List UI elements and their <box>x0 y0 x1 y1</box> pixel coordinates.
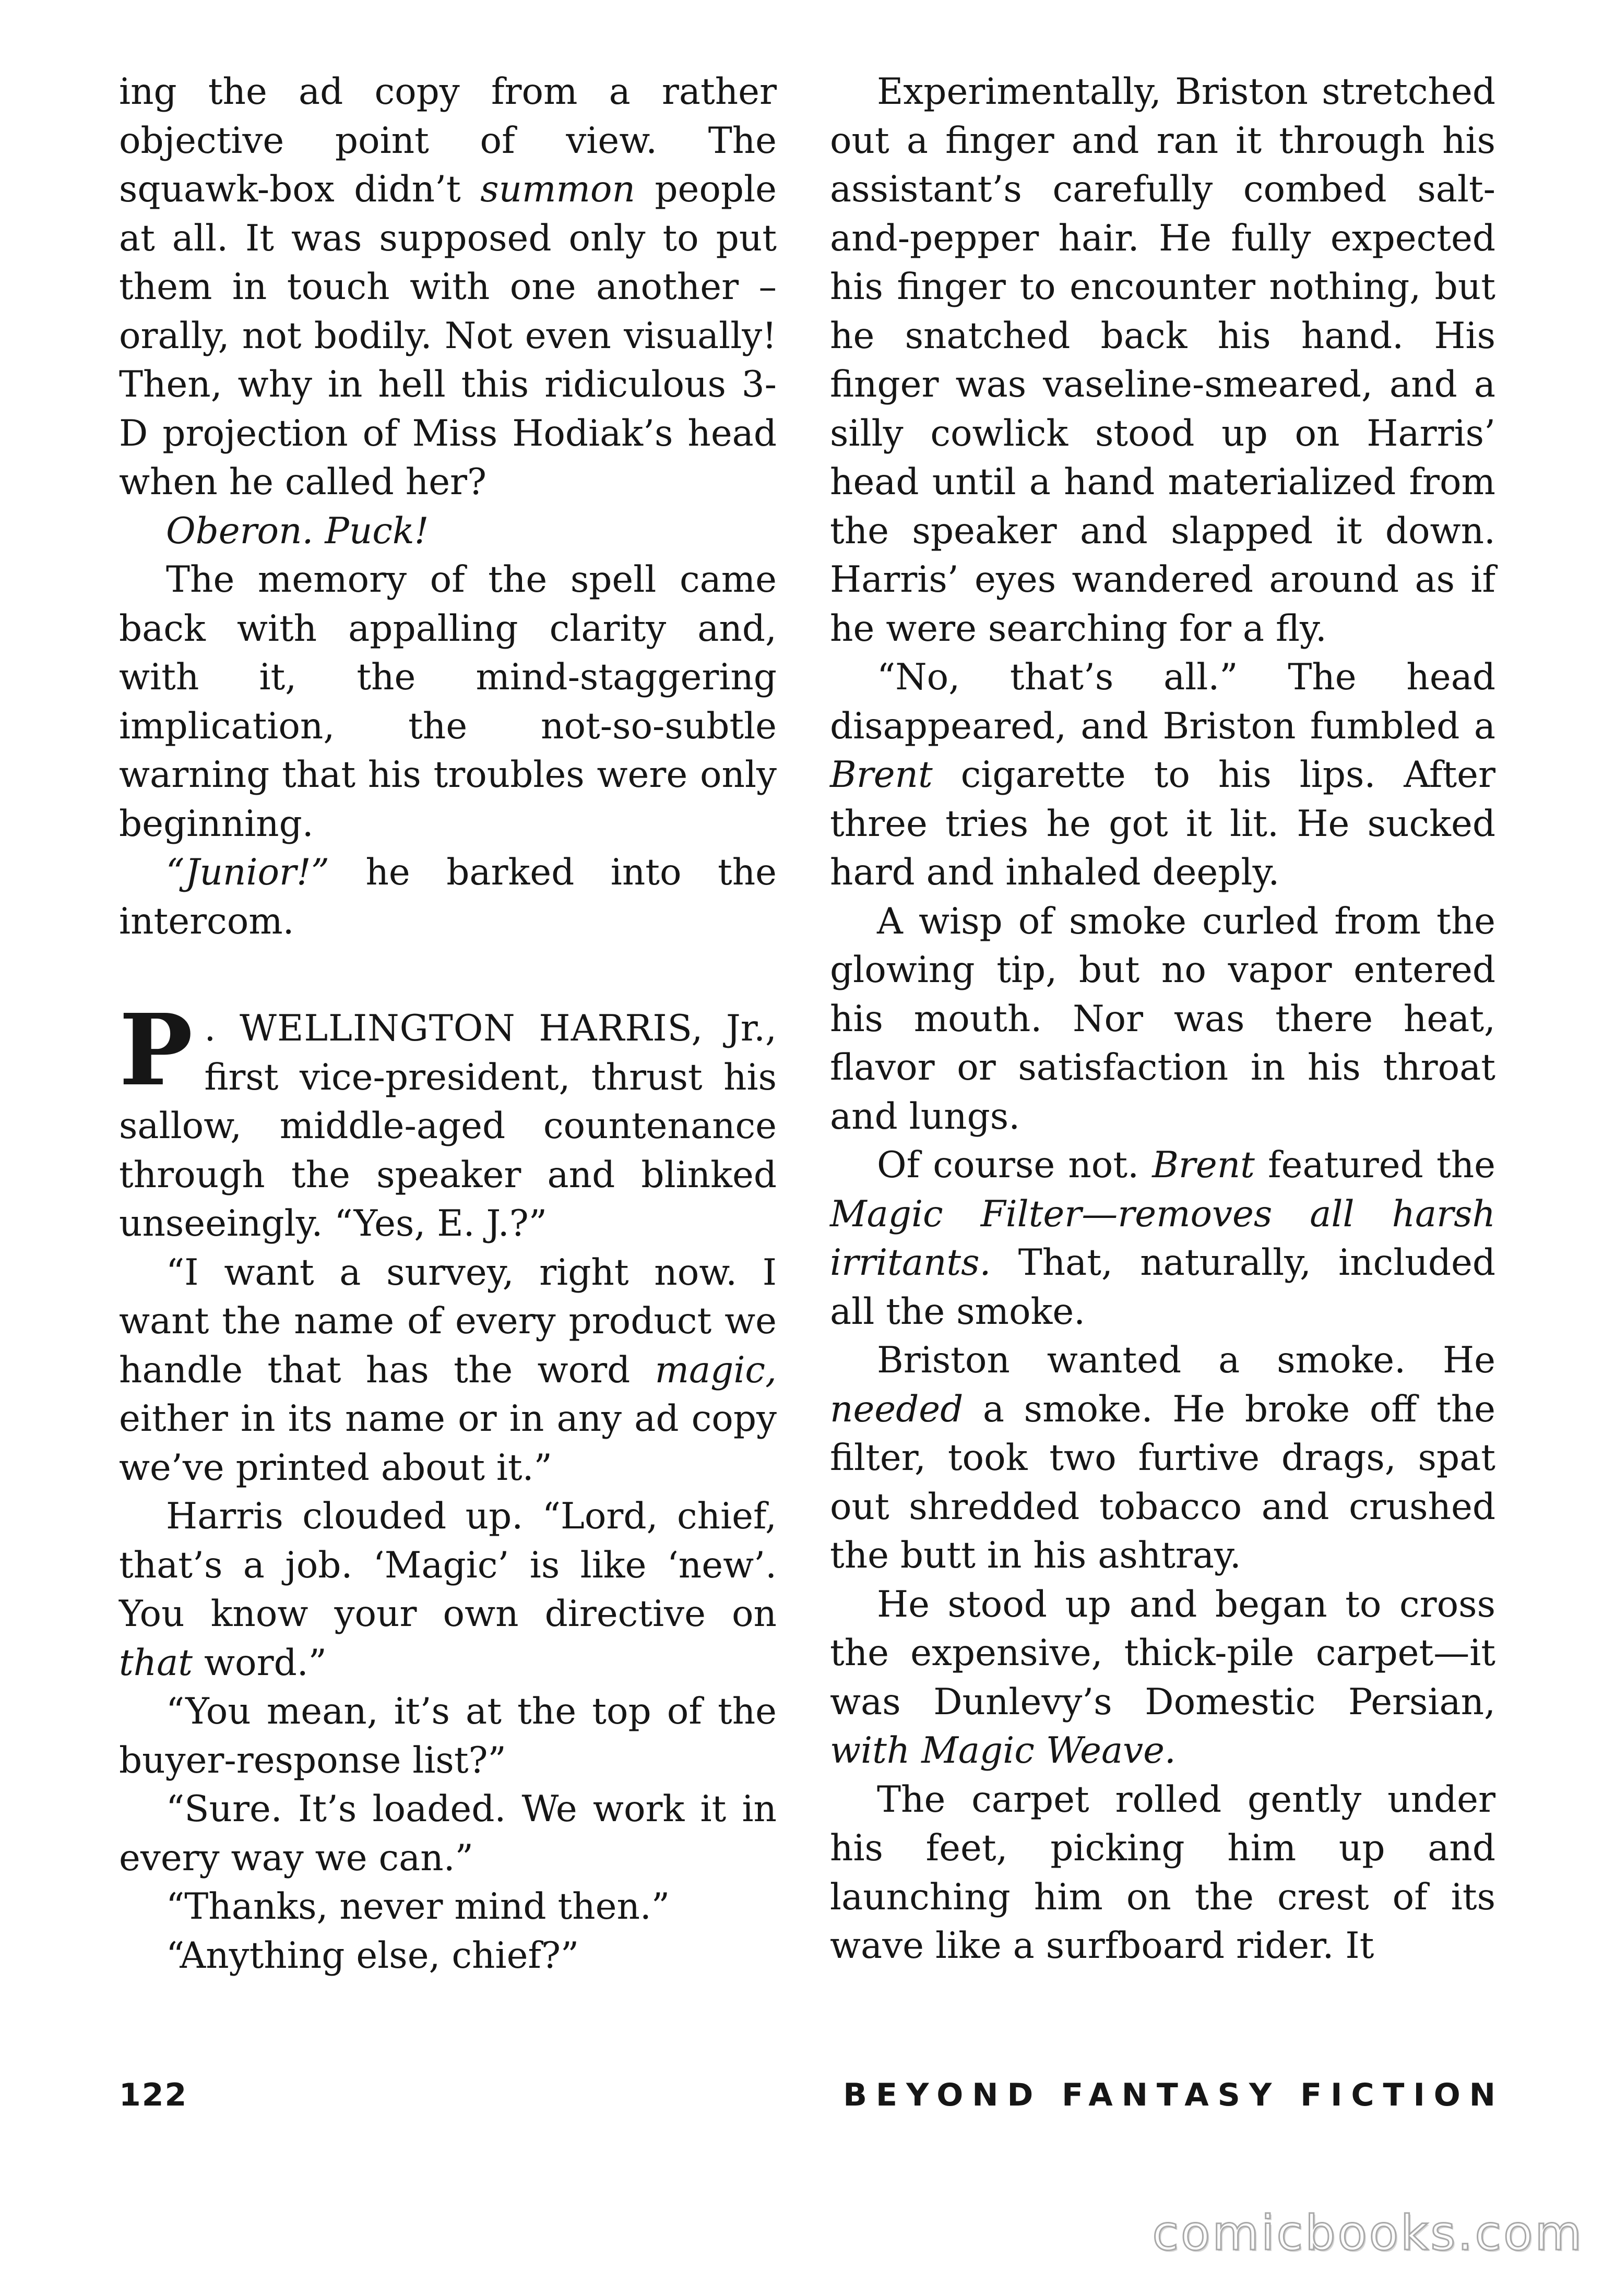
italic-text: Brent <box>830 754 933 796</box>
text-run: a smoke. He broke off the filter, took two furtive drags, spat out shredded tobacco and crushed the butt in his ashtray. <box>830 1388 1495 1576</box>
page-footer <box>119 2074 1504 2116</box>
paragraph <box>830 1581 1495 1776</box>
paragraph <box>119 1249 777 1493</box>
italic-text: Oberon. Puck! <box>166 510 429 552</box>
text-run: “Thanks, never mind then.” <box>166 1886 670 1928</box>
paragraph <box>830 1776 1495 1971</box>
text-run: Harris clouded up. “Lord, chief, that’s a job. ‘Magic’ is like ‘new’. You know your own directive on <box>119 1496 777 1635</box>
text-run: cigarette to his lips. After three tries he got it lit. He sucked hard and inhaled deeply. <box>830 754 1495 893</box>
text-run: word.” <box>193 1642 327 1684</box>
text-run: either in its name or in any ad copy we’ve printed about it.” <box>119 1398 777 1489</box>
paragraph <box>119 556 777 848</box>
italic-text: with Magic Weave. <box>830 1730 1176 1772</box>
text-run: Of course not. <box>877 1144 1153 1186</box>
text-run: featured the <box>1254 1144 1495 1186</box>
watermark-logo: comicbooks.com <box>1152 2205 1584 2261</box>
italic-text: Magic Filter—removes all harsh irritants. <box>830 1193 1495 1284</box>
paragraph <box>830 1141 1495 1336</box>
text-run: he barked into the intercom. <box>119 852 777 942</box>
text-run: Jr., first vice-president, thrust his sallow, middle-aged countenance through the speaker and blinked unseeingly. “Yes, E. J.?” <box>119 1008 777 1245</box>
italic-text: that <box>119 1642 193 1684</box>
paragraph <box>119 1932 777 1981</box>
text-run: people at all. It was supposed only to put them in touch with one another – orally, not bodily. Not even visually! Then, why in hell this ridiculous 3-D projection of Miss Hodiak’s head when he called her? <box>119 169 777 503</box>
text-run: The carpet rolled gently under his feet, picking him up and launching him on the crest of its wave like a surfboard rider. It <box>830 1778 1495 1967</box>
right-text-column <box>830 68 1495 1971</box>
small-caps-lead: . WELLINGTON HARRIS, <box>204 1008 704 1049</box>
section-opening-paragraph <box>119 992 777 1249</box>
italic-text: needed <box>830 1388 964 1430</box>
text-run: The memory of the spell came back with appalling clarity and, with it, the mind-staggering implication, the not-so-subtle warning that his troubles were only beginning. <box>119 559 777 845</box>
paragraph <box>119 68 777 507</box>
text-run: “Sure. It’s loaded. We work it in every way we can.” <box>119 1788 777 1879</box>
paragraph <box>830 68 1495 653</box>
text-run: “I want a survey, right now. I want the name of every product we handle that has the word <box>119 1251 777 1391</box>
text-run: Briston wanted a smoke. He <box>877 1340 1495 1381</box>
italic-text: “Junior!” <box>166 852 329 893</box>
drop-cap: P <box>119 992 193 1108</box>
paragraph <box>119 1883 777 1932</box>
left-text-column <box>119 68 777 1980</box>
paragraph <box>119 1492 777 1688</box>
italic-text: Brent <box>1152 1144 1255 1186</box>
page-number: 122 <box>119 2077 188 2113</box>
text-run: “No, that’s all.” The head disappeared, and Briston fumbled a <box>830 656 1495 747</box>
paragraph <box>830 898 1495 1142</box>
text-run: That, naturally, included all the smoke. <box>830 1242 1495 1333</box>
text-run: “Anything else, chief?” <box>166 1934 579 1977</box>
running-title: BEYOND FANTASY FICTION <box>843 2077 1504 2113</box>
paragraph <box>119 1688 777 1785</box>
italic-text: summon <box>480 169 635 210</box>
paragraph <box>119 848 777 946</box>
paragraph <box>830 653 1495 898</box>
paragraph <box>119 1785 777 1883</box>
text-run: A wisp of smoke curled from the glowing tip, but no vapor entered his mouth. Nor was there heat, flavor or satisfaction in his throat and lungs. <box>830 900 1495 1138</box>
text-run: He stood up and began to cross the expensive, thick-pile carpet—it was Dunlevy’s Domestic Persian, <box>830 1583 1495 1723</box>
paragraph <box>830 1336 1495 1581</box>
text-run: “You mean, it’s at the top of the buyer-response list?” <box>119 1691 777 1781</box>
italic-text: magic, <box>655 1349 777 1391</box>
paragraph <box>119 507 777 556</box>
text-run: Experimentally, Briston stretched out a finger and ran it through his assistant’s carefully combed salt-and-pepper hair. He fully expected his finger to encounter nothing, but he snatched back his hand. His finger was vaseline-smeared, and a silly cowlick stood up on Harris’ head until a hand materialized from the speaker and slapped it down. Harris’ eyes wandered around as if he were searching for a fly. <box>830 71 1495 650</box>
text-run: ing the ad copy from a rather objective point of view. The squawk-box didn’t <box>119 71 777 210</box>
